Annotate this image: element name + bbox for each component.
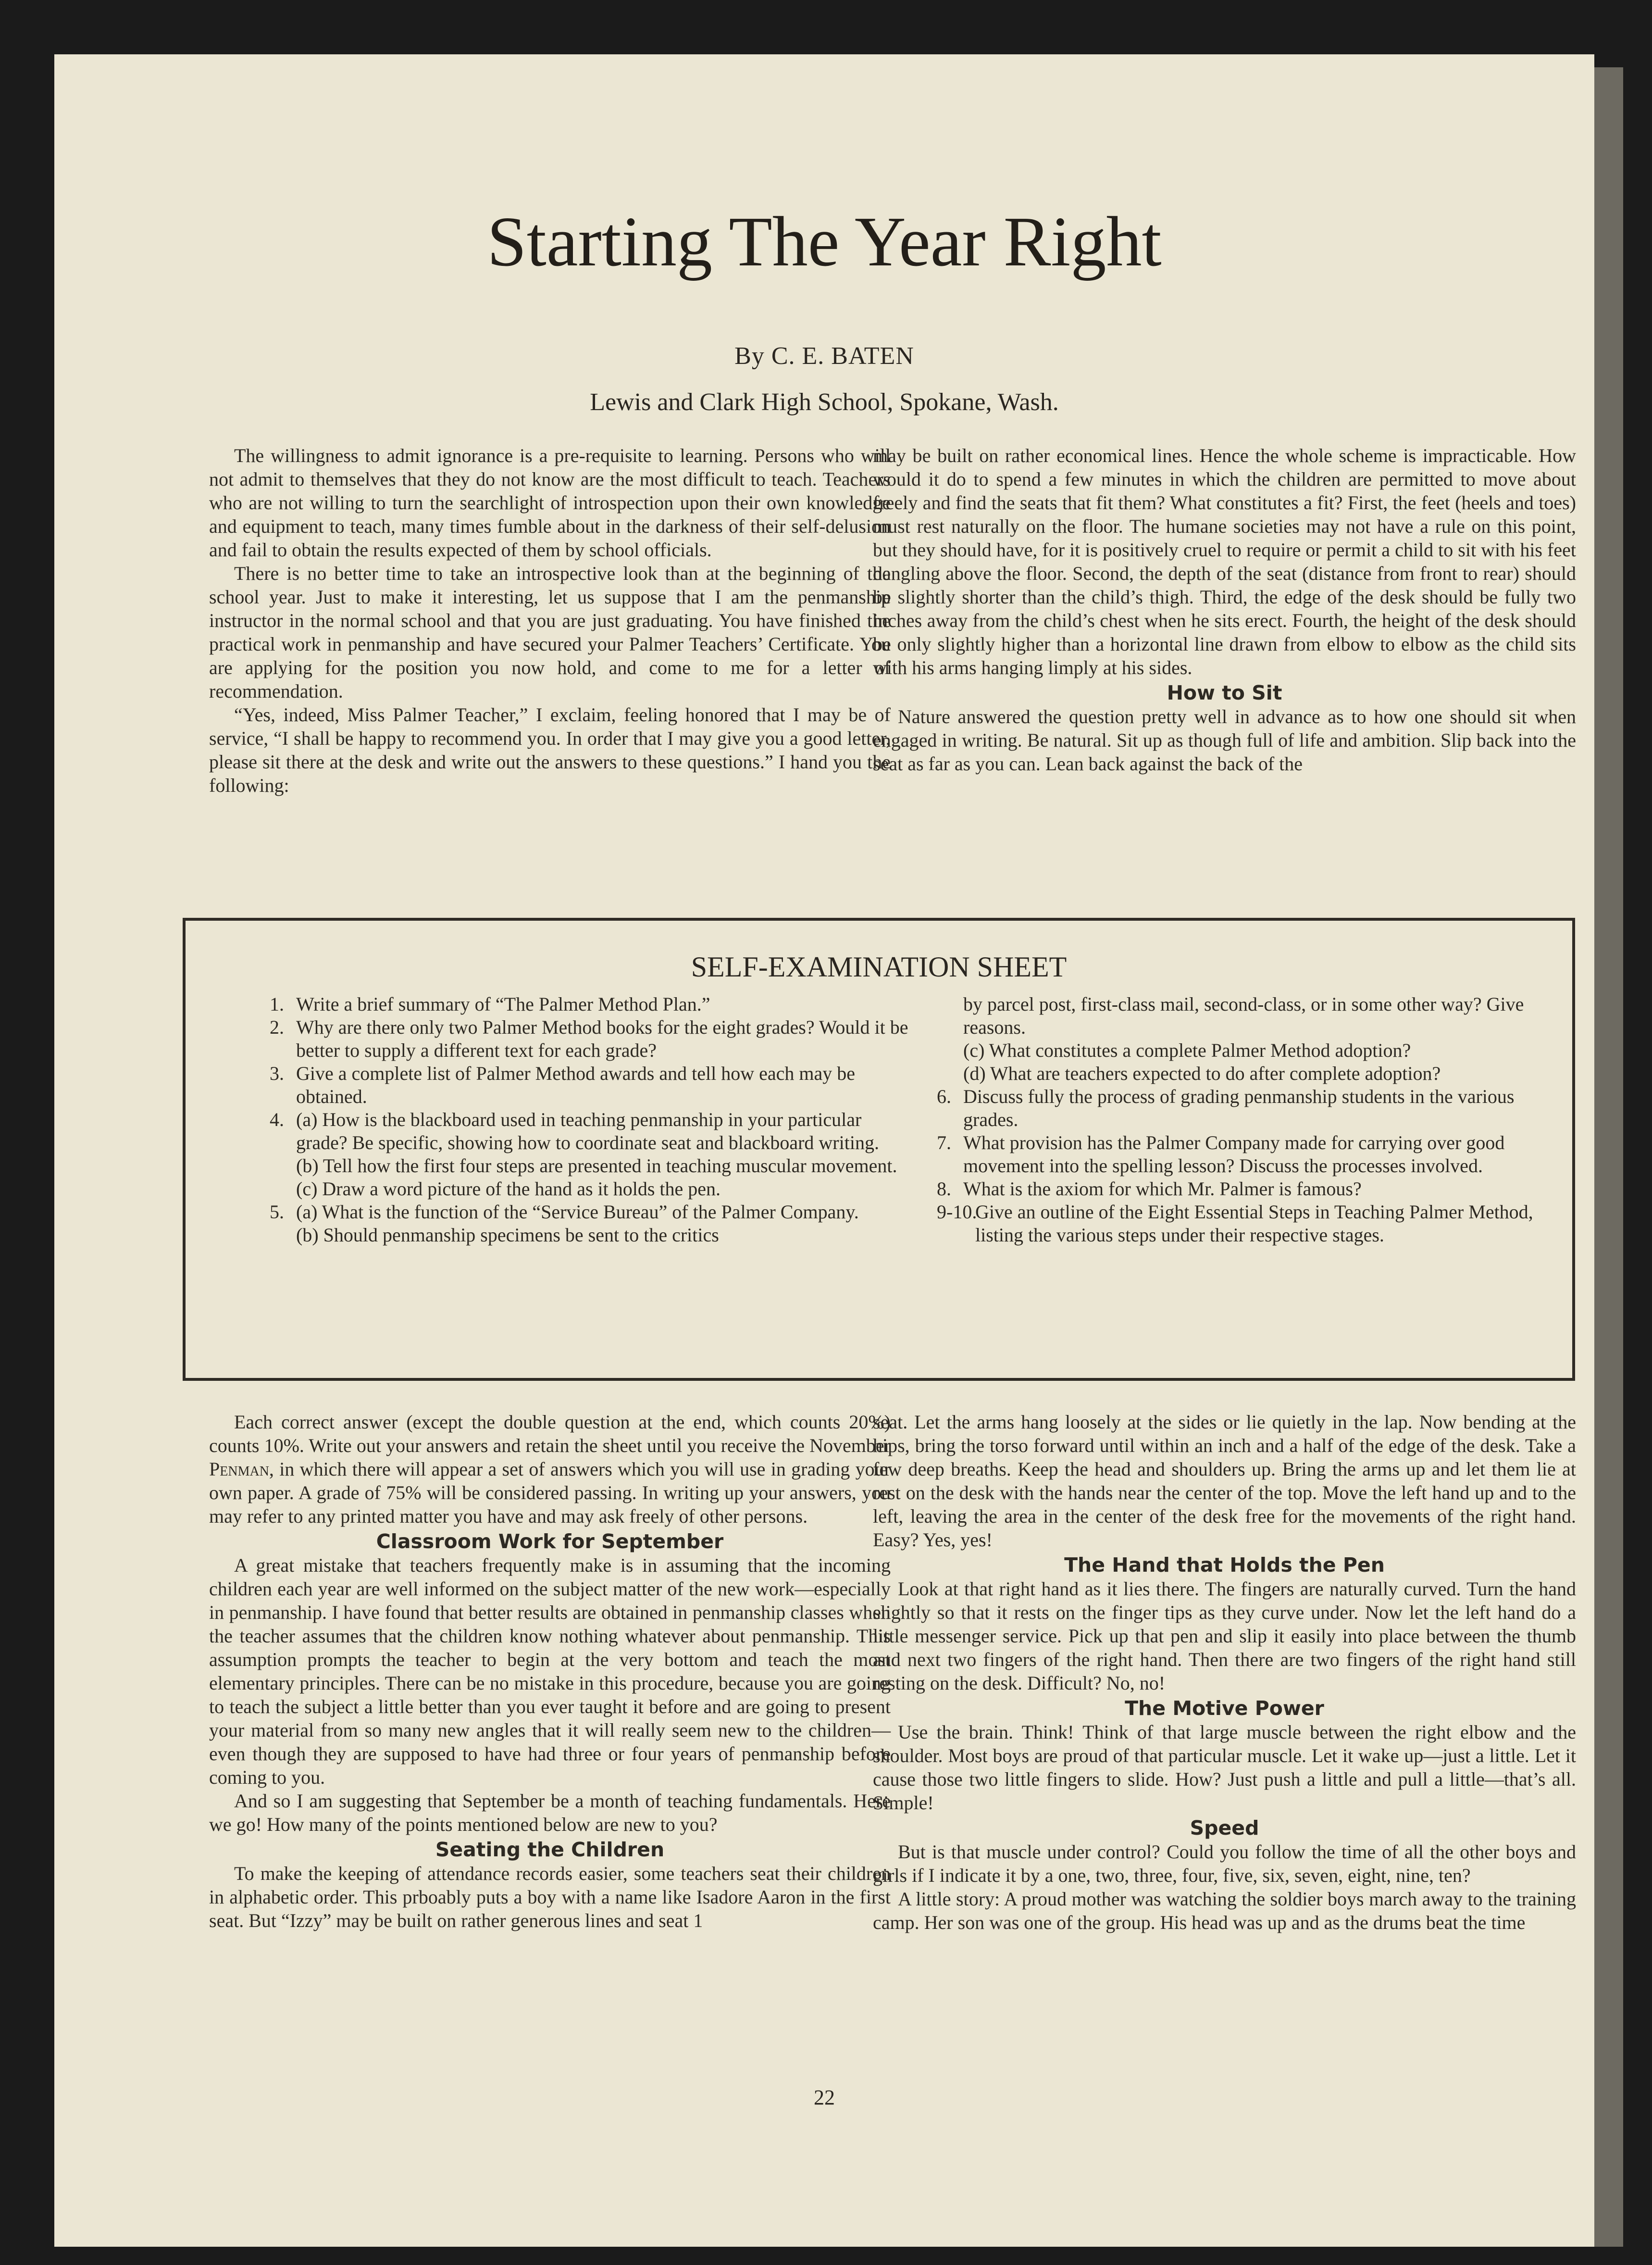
question-item xyxy=(937,1177,1562,1201)
question-subitem xyxy=(270,1154,914,1177)
question-number: 1. xyxy=(270,993,284,1015)
author-affiliation: Lewis and Clark High School, Spokane, Wash. xyxy=(590,388,1059,416)
question-text: Write a brief summary of “The Palmer Method Plan.” xyxy=(296,993,710,1015)
section-heading: The Motive Power xyxy=(1125,1697,1324,1720)
question-number: 6. xyxy=(937,1086,951,1107)
sheet-left-column xyxy=(270,993,914,1247)
paragraph: And so I am suggesting that September be a month of teaching fundamentals. Here we go! How many of the points mentioned below are new to you? xyxy=(209,1790,891,1835)
question-item xyxy=(270,1062,914,1108)
question-subitem: (c) What constitutes a complete Palmer Method adoption? xyxy=(963,1039,1411,1061)
question-text: (a) How is the blackboard used in teaching penmanship in your particular grade? Be specific, showing how to coordinate seat and blackboard writing. xyxy=(296,1109,879,1153)
magazine-page xyxy=(54,54,1594,2247)
paragraph: To make the keeping of attendance records easier, some teachers seat their children in alphabetic order. This prboably puts a boy with a name like Isadore Aaron in the first seat. But “Izzy” may be built on rather generous lines and seat 1 xyxy=(209,1863,891,1931)
question-subitem: (d) What are teachers expected to do after complete adoption? xyxy=(963,1063,1441,1084)
paragraph: The willingness to admit ignorance is a pre-requisite to learning. Persons who will not admit to themselves that they do not know are the most difficult to teach. Teachers who are not willing to turn the searchlight of introspection upon their own knowledge and equipment to teach, many times fumble about in the darkness of their self-delusion and fail to obtain the results expected of them by school officials. xyxy=(209,445,891,561)
question-text: (a) What is the function of the “Service Bureau” of the Palmer Company. xyxy=(296,1201,859,1223)
sheet-title: SELF-EXAMINATION SHEET xyxy=(691,951,1067,983)
page-number: 22 xyxy=(814,2086,835,2109)
question-text: Why are there only two Palmer Method books for the eight grades? Would it be better to supply a different text for each grade? xyxy=(296,1016,908,1061)
publication-name: Penman xyxy=(209,1458,269,1480)
question-item xyxy=(937,1201,1562,1247)
question-item xyxy=(937,1131,1562,1177)
text-run: , in which there will appear a set of answers which you will use in grading your own paper. A grade of 75% will be considered passing. In writing up your answers, you may refer to any printed matter you have and may ask freely of other persons. xyxy=(209,1458,891,1527)
question-number: 2. xyxy=(270,1016,284,1038)
sheet-right-column xyxy=(937,993,1562,1247)
article-byline: By C. E. BATEN xyxy=(734,342,914,370)
question-subitem xyxy=(270,1177,914,1201)
text-run: Each correct answer (except the double question at the end, which counts 20%) counts 10%. Write out your answers and retain the sheet until you receive the November xyxy=(209,1411,891,1456)
question-item xyxy=(270,1201,914,1224)
article-title: Starting The Year Right xyxy=(487,202,1162,281)
paragraph: “Yes, indeed, Miss Palmer Teacher,” I exclaim, feeling honored that I may be of service, “I shall be happy to recommend you. In order that I may give you a good letter, please sit there at the desk and write out the answers to these questions.” I hand you the following: xyxy=(209,704,891,796)
paragraph: But is that muscle under control? Could you follow the time of all the other boys and girls if I indicate it by a one, two, three, four, five, six, seven, eight, nine, ten? xyxy=(873,1841,1576,1886)
question-item xyxy=(270,993,914,1016)
question-item xyxy=(937,1085,1562,1131)
question-number: 7. xyxy=(937,1132,951,1153)
question-number: 9-10. xyxy=(937,1201,977,1223)
paragraph xyxy=(209,1410,891,1528)
question-text: (c) Draw a word picture of the hand as it holds the pen. xyxy=(296,1178,721,1200)
section-heading: Classroom Work for September xyxy=(376,1530,724,1553)
question-text: Discuss fully the process of grading penmanship students in the various grades. xyxy=(963,1086,1515,1130)
paragraph: Look at that right hand as it lies there. The fingers are naturally curved. Turn the hand slightly so that it rests on the finger tips as they curve under. Now let the left hand do a little messenger service. Pick up that pen and slip it easily into place between the thumb and next two fingers of the right hand. Then there are two fingers of the right hand still resting on the desk. Difficult? No, no! xyxy=(873,1578,1576,1694)
question-text: Give a complete list of Palmer Method awards and tell how each may be obtained. xyxy=(296,1063,855,1107)
paragraph: A little story: A proud mother was watching the soldier boys march away to the training camp. Her son was one of the group. His head was up and as the drums beat the time xyxy=(873,1888,1576,1933)
question-item xyxy=(270,1108,914,1154)
section-heading: The Hand that Holds the Pen xyxy=(1064,1553,1385,1577)
question-number: 8. xyxy=(937,1178,951,1200)
column-2 xyxy=(873,444,1576,776)
question-subitem xyxy=(270,1224,914,1247)
question-number: 5. xyxy=(270,1201,284,1223)
question-item xyxy=(270,1016,914,1062)
question-number: 3. xyxy=(270,1063,284,1084)
self-examination-box xyxy=(183,918,1575,1381)
question-text: What is the axiom for which Mr. Palmer is famous? xyxy=(963,1178,1362,1200)
question-text: What provision has the Palmer Company made for carrying over good movement into the spelling lesson? Discuss the processes involved. xyxy=(963,1132,1505,1176)
question-text: (b) Tell how the first four steps are presented in teaching muscular movement. xyxy=(296,1155,897,1176)
section-heading: Speed xyxy=(1190,1816,1259,1840)
column-4 xyxy=(873,1410,1576,1934)
question-continuation: by parcel post, first-class mail, second-class, or in some other way? Give reasons. xyxy=(963,993,1524,1038)
column-3 xyxy=(209,1410,891,1932)
paragraph: A great mistake that teachers frequently make is in assuming that the incoming children each year are well informed on the subject matter of the new work—especially in penmanship. I have found that better results are obtained in penmanship classes when the teacher assumes that the children know nothing whatever about penmanship. This assumption prompts the teacher to begin at the very bottom and teach the most elementary principles. There can be no mistake in this procedure, because you are going to teach the subject a little better than you ever taught it before and are going to present your material from so many new angles that it will really seem new to the children—even though they are supposed to have had three or four years of penmanship before coming to you. xyxy=(209,1554,891,1788)
page-edge-shadow xyxy=(1594,67,1623,2247)
paragraph: seat. Let the arms hang loosely at the sides or lie quietly in the lap. Now bending at the hips, bring the torso forward until within an inch and a half of the edge of the desk. Take a few deep breaths. Keep the head and shoulders up. Bring the arms up and let them lie at rest on the desk with the hands near the center of the top. Move the left hand up and to the left, leaving the area in the center of the desk free for the movements of the right hand. Easy? Yes, yes! xyxy=(873,1411,1576,1551)
paragraph: Use the brain. Think! Think of that large muscle between the right elbow and the shoulder. Most boys are proud of that particular muscle. Let it wake up—just a little. Let it cause those two little fingers to slide. How? Just push a little and pull a little—that’s all. Simple! xyxy=(873,1721,1576,1814)
paragraph: There is no better time to take an introspective look than at the beginning of the school year. Just to make it interesting, let us suppose that I am the penmanship instructor in the normal school and that you are just graduating. You have finished the practical work in penmanship and have secured your Palmer Teachers’ Certificate. You are applying for the position you now hold, and come to me for a letter of recommendation. xyxy=(209,563,891,702)
section-heading: How to Sit xyxy=(1167,681,1282,704)
section-heading: Seating the Children xyxy=(435,1838,665,1861)
question-number: 4. xyxy=(270,1109,284,1130)
question-text: Give an outline of the Eight Essential Steps in Teaching Palmer Method, listing the various steps under their respective stages. xyxy=(975,1201,1533,1246)
column-1 xyxy=(209,444,891,797)
paragraph: may be built on rather economical lines. Hence the whole scheme is impracticable. How would it do to spend a few minutes in which the children are permitted to move about freely and find the seats that fit them? What constitutes a fit? First, the feet (heels and toes) must rest naturally on the floor. The humane societies may not have a rule on this point, but they should have, for it is positively cruel to require or permit a child to sit with his feet dangling above the floor. Second, the depth of the seat (distance from front to rear) should be slightly shorter than the child’s thigh. Third, the edge of the desk should be fully two inches away from the child’s chest when he sits erect. Fourth, the height of the desk should be only slightly higher than a horizontal line drawn from elbow to elbow as the child sits with his arms hanging limply at his sides. xyxy=(873,445,1576,678)
question-text: (b) Should penmanship specimens be sent to the critics xyxy=(296,1224,719,1246)
paragraph: Nature answered the question pretty well in advance as to how one should sit when engaged in writing. Be natural. Sit up as though full of life and ambition. Slip back into the seat as far as you can. Lean back against the back of the xyxy=(873,706,1576,775)
